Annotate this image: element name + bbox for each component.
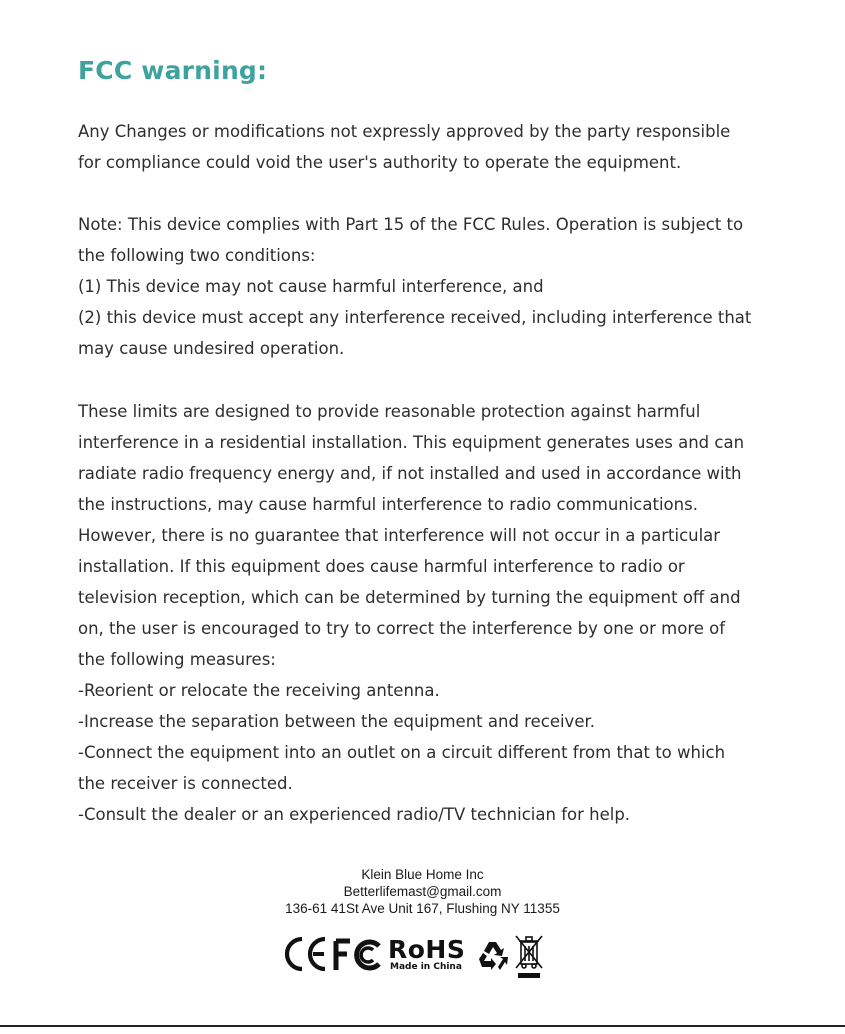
condition-1: (1) This device may not cause harmful interference, and [78,277,544,296]
company-address: 136-61 41St Ave Unit 167, Flushing NY 11355 [285,901,560,916]
interference-limits-paragraph [78,396,798,830]
certification-marks [0,933,845,981]
weee-bin-icon [513,933,545,983]
ce-mark-icon [283,935,329,977]
text-line: However, there is no guarantee that interference will not occur in a particular [78,526,721,545]
text-line: may cause undesired operation. [78,339,345,358]
condition-2: (2) this device must accept any interference received, including interference that [78,308,752,327]
recycle-icon [476,939,510,975]
modification-warning-paragraph [78,116,798,178]
text-line: television reception, which can be determined by turning the equipment off and [78,588,741,607]
text-line: radiate radio frequency energy and, if not installed and used in accordance with [78,464,742,483]
measure-item: -Reorient or relocate the receiving antenna. [78,681,440,700]
text-line: for compliance could void the user's authority to operate the equipment. [78,153,682,172]
text-line: interference in a residential installation. This equipment generates uses and can [78,433,745,452]
rohs-mark-icon [388,937,465,972]
text-line: the following measures: [78,650,276,669]
text-line: Note: This device complies with Part 15 of the FCC Rules. Operation is subject to [78,215,744,234]
page-title: FCC warning: [78,56,268,85]
text-line: installation. If this equipment does cause harmful interference to radio or [78,557,685,576]
fcc-logo-icon [333,938,383,976]
measure-item: -Increase the separation between the equipment and receiver. [78,712,595,731]
measure-item: -Consult the dealer or an experienced radio/TV technician for help. [78,805,631,824]
measure-item: -Connect the equipment into an outlet on a circuit different from that to which [78,743,726,762]
rohs-label: RoHS [388,935,466,964]
company-name: Klein Blue Home Inc [361,867,484,882]
bottom-divider [0,1025,845,1027]
text-line: These limits are designed to provide reasonable protection against harmful [78,402,701,421]
made-in-label: Made in China [390,962,462,972]
text-line: the instructions, may cause harmful interference to radio communications. [78,495,698,514]
company-email: Betterlifemast@gmail.com [343,884,502,899]
text-line: the following two conditions: [78,246,316,265]
text-line: Any Changes or modifications not expressly approved by the party responsible [78,122,731,141]
text-line: on, the user is encouraged to try to correct the interference by one or more of [78,619,726,638]
text-line: the receiver is connected. [78,774,293,793]
company-info [0,866,845,917]
compliance-note-paragraph [78,209,798,364]
